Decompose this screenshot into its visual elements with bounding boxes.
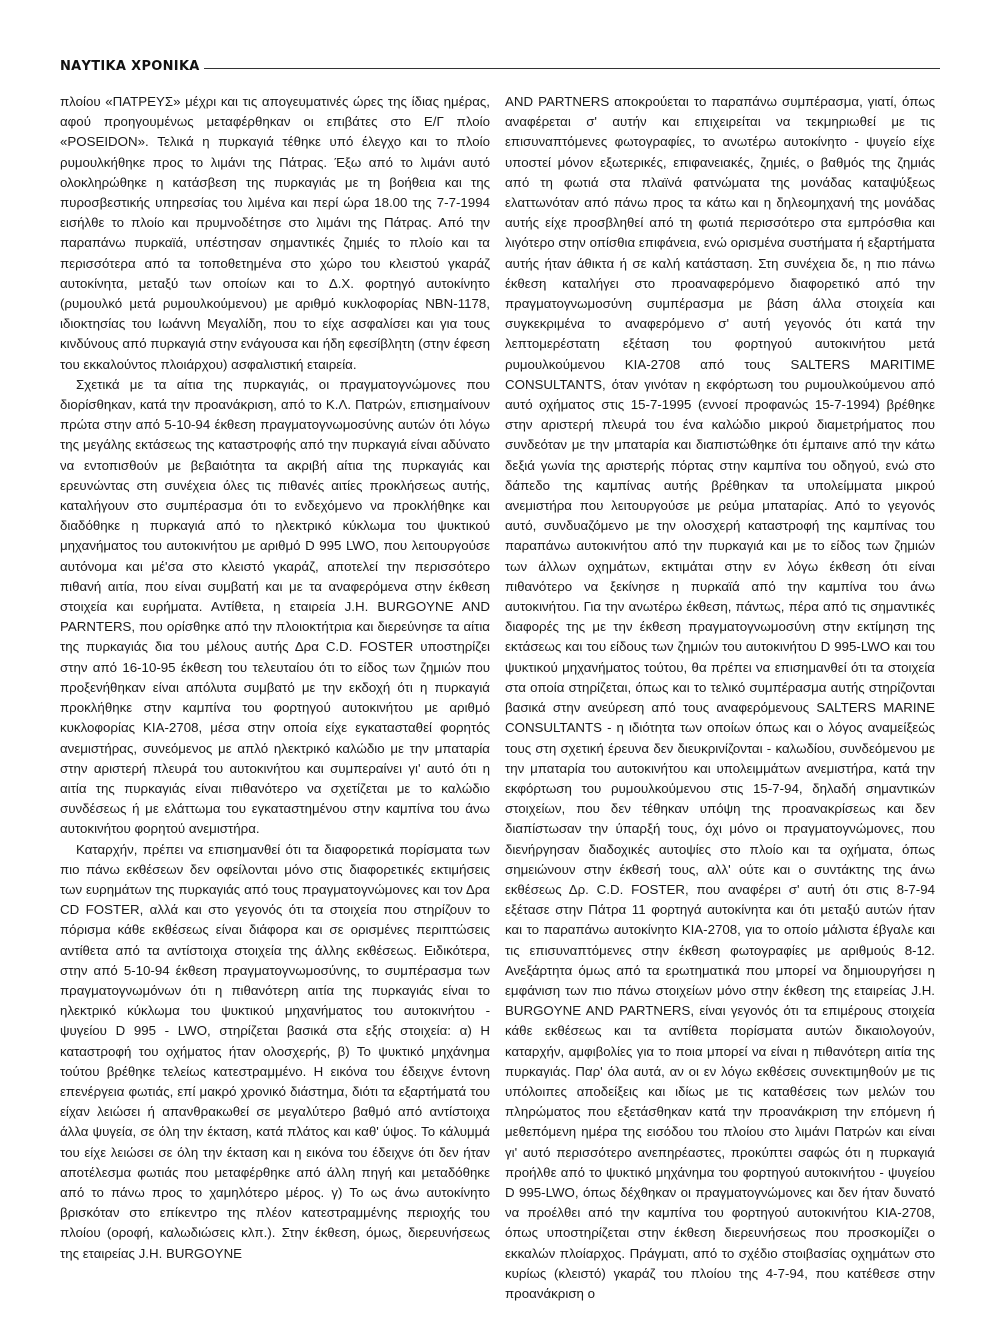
header-rule — [204, 68, 940, 69]
running-header — [60, 56, 940, 76]
paragraph: πλοίου «ΠΑΤΡΕΥΣ» μέχρι και τις απογευματινές ώρες της ίδιας ημέρας, αφού προηγουμένως μεταφέρθηκαν οι επιβάτες στο Ε/Γ πλοίο «POSEIDON». Τελικά η πυρκαγιά τέθηκε υπό έλεγχο και το πλοίο ρυμουλκήθηκε προς το λιμάνι της Πάτρας. Έξω από το λιμάνι αυτό ολοκληρώθηκε η κατάσβεση της πυρκαγιάς με τη βοήθεια και της πυροσβεστικής υπηρεσίας του λιμένα και περί ώρα 18.00 της 7-7-1994 εισήλθε το πλοίο και πρυμνοδέτησε στο λιμάνι της Πάτρας. Από την παραπάνω πυρκαϊά, υπέστησαν σημαντικές ζημιές το πλοίο και τα περισσότερα από τα τοποθετημένα στο χώρο του κλειστού γκαράζ αυτοκίνητα, μεταξύ των οποίων και το Δ.Χ. φορτηγό αυτοκίνητο (ρυμουλκό μετά ρυμουλκούμενου) με αριθμό κυκλοφορίας NBN-1178, ιδιοκτησίας του Ιωάννη Μεγαλίδη, που το είχε ασφαλίσει και για τους κινδύνους από πυρκαγιά στην ενάγουσα και ήδη εφεσίβλητη (στην έφεση του εκκαλούντος πλοιάρχου) ασφαλιστική εταιρεία. — [60, 94, 490, 372]
paragraph: Καταρχήν, πρέπει να επισημανθεί ότι τα διαφορετικά πορίσματα των πιο πάνω εκθέσεων δεν οφείλονται μόνο στις διαφορετικές εκτιμήσεις των ευρημάτων της πυρκαγιάς από τους πραγματογνώμονες και τον Δρα CD FOSTER, αλλά και στο γεγονός ότι τα στοιχεία που στηρίζουν το πόρισμα κάθε εκθέσεως είναι διάφορα και σε ορισμένες περιπτώσεις αντίθετα από τα αντίστοιχα στοιχεία της άλλης εκθέσεως. Ειδικότερα, στην από 5-10-94 έκθεση πραγματογνωμοσύνης, το συμπέρασμα των πραγματογνωμόνων ότι η πιθανότερη αιτία της πυρκαγιάς είναι το ηλεκτρικό κύκλωμα του ψυκτικού μηχανήματος του αυτοκινήτου - ψυγείου D 995 - LWO, στηρίζεται βασικά στα εξής στοιχεία: α) Η καταστροφή του οχήματος ήταν ολοσχερής, β) Το ψυκτικό μηχάνημα τούτου βρέθηκε τελείως κατεστραμμένο. Η εικόνα του έδειχνε έντονη επενέργεια φωτιάς, επί μακρό χρονικό διάστημα, διότι τα εξαρτήματά του είχαν λειώσει ή απανθρακωθεί σε μεγαλύτερο βαθμό από αντίστοιχα άλλα ψυγεία, σε όλη την έκταση, κατά πλάτος και καθ' ύψος. Το κάλυμμά του είχε λειώσει σε όλη την έκταση και η εικόνα του έδειχνε ότι δεν ήταν αποτέλεσμα φωτιάς που μεταφέρθηκε από άλλη πηγή και μεταδόθηκε από το πάνω προς το χαμηλότερο μέρος. γ) Το ως άνω αυτοκίνητο βρισκόταν στο επίκεντρο της πλέον κατεστραμμένης περιοχής του πλοίου (οροφή, καλωδιώσεις κλπ.). Στην έκθεση, όμως, διερευνήσεως της εταιρείας J.H. BURGOYNE — [60, 841, 490, 1261]
left-column — [60, 92, 490, 1264]
right-column — [505, 92, 935, 1304]
journal-title: ΝΑΥΤΙΚΑ ΧΡΟΝΙΚΑ — [60, 58, 200, 74]
paragraph: AND PARTNERS αποκρούεται το παραπάνω συμπέρασμα, γιατί, όπως αναφέρεται σ' αυτήν και επιχειρείται να τεκμηριωθεί με τις επισυναπτόμενες φωτογραφίες, το ανωτέρω αυτοκίνητο - ψυγείο είχε υποστεί μόνον εξωτερικές, επιφανειακές, ζημιές, ο βαθμός της ζημιάς από τη φωτιά στα πλαϊνά φατνώματα της μονάδας καταψύξεως ελαττωνόταν από πάνω προς τα κάτω και η δηλεομηχανή της μονάδας αυτής είχε προσβληθεί από τη φωτιά περισσότερο στα εμπρόσθια και λιγότερο στην οπίσθια επιφάνεια, ενώ ορισμένα συστήματα ή εξαρτήματα αυτής ήταν άθικτα ή σε καλή κατάσταση. Στη συνέχεια δε, η πιο πάνω έκθεση καταλήγει στο προαναφερόμενο διαφορετικό από την πραγματογνωμοσύνη συμπέρασμα με βάση άλλα στοιχεία και συγκεκριμένα το αναφερόμενο σ' αυτή γεγονός ότι κατά την λεπτομερέστατη εξέταση του φορτηγού αυτοκινήτου μετά ρυμουλκούμενου KIA-2708 από τους SALTERS MARITIME CONSULTANTS, όταν γινόταν η εκφόρτωση του ρυμουλκούμενου από αυτό οχήματος στις 15-7-1995 (εννοεί προφανώς 15-7-1994) βρέθηκε στην αριστερή πλευρά του ένα καλώδιο μικρού διαμετρήματος που συνδεόταν με την μπαταρία και διαπιστώθηκε ότι έμπαινε από την κάτω δεξιά γωνία της αριστερής πόρτας στην καμπίνα του οδηγού, ενώ στο δάπεδο της καμπίνας αυτής βρέθηκαν τα υπολείμματα μικρού ανεμιστήρα που λειτουργούσε με ρεύμα μπαταρίας. Από το γεγονός αυτό, συνδυαζόμενο με την ολοσχερή καταστροφή της καμπίνας του παραπάνω αυτοκινήτου από την πυρκαγιά και με το είδος των ζημιών των άλλων οχημάτων, εκτιμάται στην εν λόγω έκθεση ότι είναι πιθανότερο να ξεκίνησε η πυρκαϊά από την καμπίνα του άνω αυτοκινήτου. Για την ανωτέρω έκθεση, πάντως, πέρα από τις σημαντικές διαφορές της με την έκθεση πραγματογνωμοσύνη στην εκτίμηση της εκτάσεως και του είδους των ζημιών του αυτοκινήτου D 995-LWO και του ψυκτικού μηχανήματος τούτου, θα πρέπει να επισημανθεί ότι τα στοιχεία στα οποία στηρίζεται, όπως και το τελικό συμπέρασμα αυτής στηρίζονται βασικά στην ανεύρεση από τους αναφερόμενους SALTERS MARINE CONSULTANTS - η ιδιότητα των οποίων όπως και ο λόγος αναμείξεώς τους στη σχετική έρευνα δεν διευκρινίζονται - καλωδίου, συνδεόμενου με την μπαταρία του αυτοκινήτου και υπολειμμάτων ανεμιστήρα, κατά την εκφόρτωση του ρυμουλκούμενου στις 15-7-94, δηλαδή σημαντικών στοιχείων, που δεν τέθηκαν υπόψη της προανακρίσεως και δεν διαπίστωσαν την ύπαρξή τους, όχι μόνο οι πραγματογνώμονες, που διενήργησαν διαδοχικές αυτοψίες στο πλοίο και τα οχήματα, όπως σημειώνουν στην έκθεσή τους, αλλ' ούτε και ο συντάκτης της άνω εκθέσεως Δρ. C.D. FOSTER, που αναφέρει σ' αυτή ότι στις 8-7-94 εξέτασε στην Πάτρα 11 φορτηγά αυτοκίνητα και ότι μεταξύ αυτών ήταν και το παραπάνω αυτοκίνητο KIA-2708, για το οποίο μάλιστα έβγαλε και τις επισυναπτόμενες στην έκθεση φωτογραφίες με αριθμούς 8-12. Ανεξάρτητα όμως από τα ερωτηματικά που μπορεί να δημιουργήσει η εμφάνιση των πιο πάνω στοιχείων μόνο στην έκθεση της εταιρείας J.H. BURGOYNE AND PARTNERS, είναι γεγονός ότι τα επιμέρους στοιχεία κάθε εκθέσεως και τα αντίθετα πορίσματα αυτών δικαιολογούν, καταρχήν, αμφιβολίες για το ποια μπορεί να είναι η πιθανότερη αιτία της πυρκαγιάς. Παρ' όλα αυτά, αν οι εν λόγω εκθέσεις συνεκτιμηθούν με τις υπόλοιπες αποδείξεις και ιδίως με τις καταθέσεις των μελών του πληρώματος που εξετάσθηκαν κατά την προανάκριση την επόμενη ή μεθεπόμενη ημέρα της εισόδου του πλοίου στο λιμάνι Πατρών και είναι γι' αυτό περισσότερο ανεπηρέαστες, προκύπτει σαφώς ότι η πυρκαγιά προήλθε από το ψυκτικό μηχάνημα του φορτηγού αυτοκινήτου - ψυγείου D 995-LWO, όπως δέχθηκαν οι πραγματογνώμονες και δεν ήταν δυνατό να προέλθει από την καμπίνα του φορτηγού αυτοκινήτου KIA-2708, όπως υποστηρίζεται στην έκθεση διερευνήσεως που προσκομίζει ο εκκαλών πλοίαρχος. Πράγματι, από το σχέδιο στοιβασίας οχημάτων στο κυρίως (κλειστό) γκαράζ του πλοίου της 4-7-94, που κατέθεσε στην προανάκριση ο — [505, 94, 935, 1301]
paragraph: Σχετικά με τα αίτια της πυρκαγιάς, οι πραγματογνώμονες που διορίσθηκαν, κατά την προανάκριση, από το Κ.Λ. Πατρών, επισημαίνουν πρώτα στην από 5-10-94 έκθεση πραγματογνωμοσύνης αυτών ότι λόγω της μεγάλης εκτάσεως της καταστροφής από την πυρκαγιά είναι αδύνατο να εντοπισθούν με βεβαιότητα τα ακριβή αίτια της πυρκαγιάς και ερευνώντας στη συνέχεια όλες τις πιθανές αιτίες προκλήσεως αυτής, καταλήγουν στο συμπέρασμα ότι το ενδεχόμενο να προκλήθηκε και διαδόθηκε η πυρκαγιά από το ηλεκτρικό κύκλωμα του ψυκτικού μηχανήματος του αυτοκινήτου με αριθμό D 995 LWO, που λειτουργούσε αυτόνομα και μέ'σα στο κλειστό γκαράζ, αποτελεί την περισσότερο πιθανή αιτία, που είναι συμβατή και με τα αναφερόμενα στην έκθεση στοιχεία και ευρήματα. Αντίθετα, η εταιρεία J.H. BURGOYNE AND PARNTERS, που ορίσθηκε από την πλοιοκτήτρια και διερεύνησε τα αίτια της πυρκαγιάς δια του μέλους αυτής Δρα C.D. FOSTER υποστηρίζει στην από 16-10-95 έκθεση του τελευταίου ότι το είδος των ζημιών που προξενήθηκαν είναι απόλυτα συμβατό με την εκδοχή ότι η πυρκαγιά προκλήθηκε στην καμπίνα του φορτηγού αυτοκινήτου με αριθμό κυκλοφορίας KIA-2708, μέσα στην οποία είχε εγκατασταθεί φορητός ανεμιστήρας, συνεόμενος με απλό ηλεκτρικό καλώδιο με την μπαταρία στην αριστερή πλευρά του αυτοκινήτου και συμπεραίνει γι' αυτό ότι η αιτία της πυρκαγιάς είναι πιθανότερο να σχετίζεται με το καλώδιο συνδέσεως ή με ελάττωμα του εγκαταστημένου στην καμπίνα του άνω αυτοκινήτου φορητού ανεμιστήρα. — [60, 376, 490, 837]
